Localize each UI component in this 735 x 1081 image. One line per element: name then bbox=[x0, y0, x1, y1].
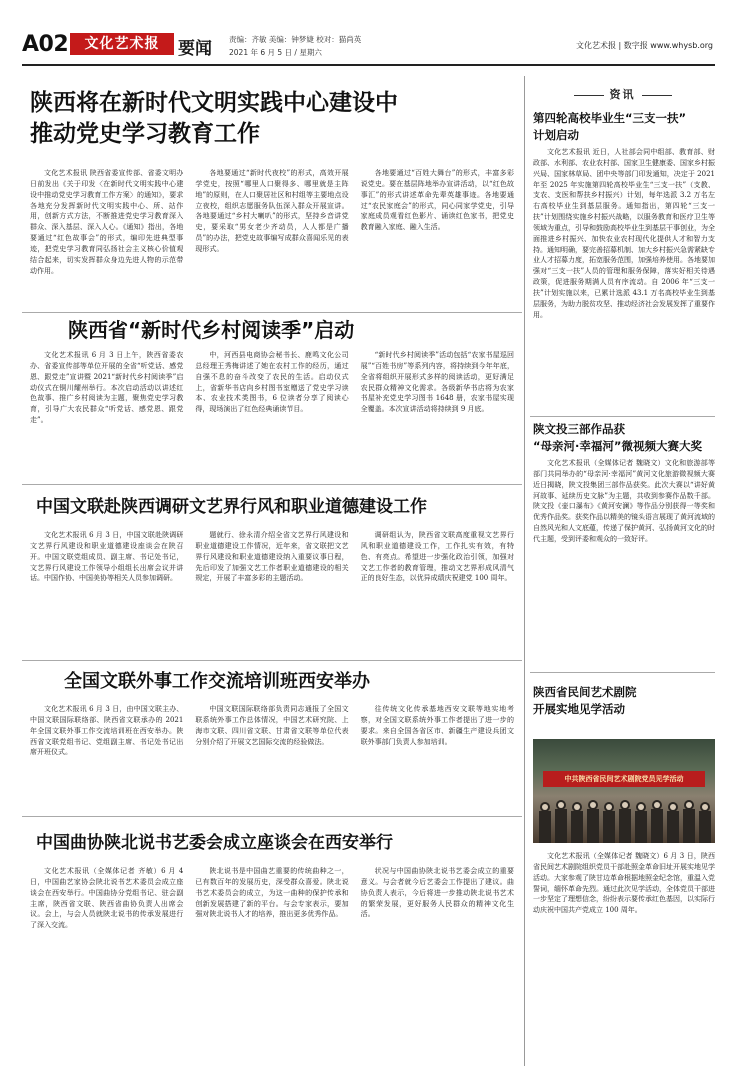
side3-title-line1: 陕西省民间艺术剧院 bbox=[533, 685, 637, 699]
article4-col3 bbox=[361, 704, 514, 808]
article1-title-line2: 推动党史学习教育工作 bbox=[30, 121, 260, 148]
article4-text3: 往传统文化传承基地西安文联等地实地考察，对全国文联系统外事工作者提出了进一步的要求。来自全国各省区市、新疆生产建设兵团文联外事部门负责人参加培训。 bbox=[360, 705, 514, 746]
crowd-silhouettes bbox=[533, 793, 715, 843]
article1-text2: 各地要通过“新时代夜校”的形式，高效开展学党史，按照“哪里人口聚得多、哪里就是主阵地”的原则，在人口聚居社区和村组等主要地点设立夜校，组织志愿服务队伍深入群众开展宣讲。各地要通过“乡村大喇叭”的形式，坚持乡音讲党史，要采取“男女老少齐动员，人人都是广播员”的办法，把党史故事编写成群众喜闻乐见的表现形式。 bbox=[195, 169, 349, 253]
article4-col1 bbox=[30, 704, 183, 808]
side2-title-line1: 陕文投三部作品获 bbox=[533, 422, 625, 436]
article2-headline: 陕西省“新时代乡村阅读季”启动 bbox=[68, 318, 355, 342]
article5-headline: 中国曲协陕北说书艺委会成立座谈会在西安举行 bbox=[36, 833, 393, 853]
side-separator bbox=[530, 416, 715, 417]
side3-body bbox=[533, 851, 715, 1063]
article4-col2 bbox=[195, 704, 348, 808]
side2-headline bbox=[533, 421, 715, 454]
article3-col3 bbox=[361, 530, 514, 654]
article4-body bbox=[30, 704, 514, 808]
article2-col1 bbox=[30, 350, 183, 478]
article3-col1 bbox=[30, 530, 183, 654]
side2-body bbox=[533, 458, 715, 664]
section-name: 要闻 bbox=[178, 39, 212, 59]
article1-text3: 各地要通过“百姓大舞台”的形式，丰富多彩说党史。要在基层阵地举办宣讲活动，以“红色故事汇”的形式讲述革命先辈英雄事迹。各地要通过“农民家庭会”的形式，同心同家学党史，引导家庭成员观看红色影片、诵读红色家书，把党史教育融入家庭、融入生活。 bbox=[360, 169, 514, 232]
editors-line: 责编：齐敏 美编：钟梦婕 校对：猫尚英 bbox=[229, 35, 362, 44]
site-url[interactable]: 文化艺术报 | 数字报 www.whysb.org bbox=[575, 41, 713, 50]
article1-col3 bbox=[361, 168, 514, 306]
article5-col1 bbox=[30, 866, 183, 1062]
article1-text1: 文化艺术报讯 陕西省委宣传部、省委文明办日前发出《关于印发〈在新时代文明实践中心建设中推动党史学习教育工作方案〉的通知》，要求各地充分发挥新时代文明实践中心、所、站作用，创新方式方法，不断推进党史学习教育深入群众、深入基层、深入人心。《通知》指出，各地要通过“红色故事会”的形式，编印先进典型事迹，把党史学习教育同弘扬社会主义核心价值观结合起来，切实发挥群众身边先进人物的示范带动作用。 bbox=[30, 169, 184, 275]
page-number: A02 bbox=[22, 32, 69, 57]
article2-col3 bbox=[361, 350, 514, 478]
side2-text: 文化艺术报讯（全媒体记者 魏晓文）文化和旅游部等部门共同举办的“母亲河·幸福河”黄河文化旅游微视频大赛近日揭晓，陕文投集团三部作品获奖。此次大赛以“讲好黄河故事、延续历史文脉”为主题，共收到参赛作品数千部。陕文投《壶口瀑布》《黄河安澜》等作品分别获得一等奖和优秀作品奖。获奖作品以精美的镜头语言展现了黄河流域的自然风光和人文底蕴，传递了保护黄河、弘扬黄河文化的时代主题，受到评委和观众的一致好评。 bbox=[533, 459, 715, 543]
article2-text3: “新时代乡村阅读季”活动包括“农家书屋巡回展”“百姓书房”等系列内容，将持续到今年年底，全省将组织开展形式多样的阅读活动，更好满足农民群众精神文化需求。各级新华书店将为农家书屋补充党史学习图书 1648 册，农家书屋实现全覆盖。本次宣讲活动将持续到 9 月底。 bbox=[360, 351, 514, 414]
separator bbox=[22, 484, 522, 485]
side1-title-line1: 第四轮高校毕业生“三支一扶” bbox=[533, 111, 687, 125]
article5-text3: 状况与中国曲协陕北说书艺委会成立的重要意义。与会者就今后艺委会工作提出了建议。曲协负责人表示，今后将进一步推动陕北说书艺术的繁荣发展，更好服务人民群众的精神文化生活。 bbox=[360, 867, 514, 919]
article5-text1: 文化艺术报讯（全媒体记者 齐敏）6 月 4 日，中国曲艺家协会陕北说书艺术委员会成立座谈会在西安举行。中国曲协分党组书记、驻会副主席，陕西省文联、陕西省曲协负责人出席会议。会上，与会人员就陕北说书的传承发展进行了深入交流。 bbox=[30, 867, 184, 930]
article3-body bbox=[30, 530, 514, 654]
article5-col2 bbox=[195, 866, 348, 1062]
article3-headline: 中国文联赴陕西调研文艺界行风和职业道德建设工作 bbox=[36, 497, 427, 517]
side3-title-line2: 开展实地见学活动 bbox=[533, 701, 625, 716]
separator bbox=[22, 660, 522, 661]
article2-col2 bbox=[195, 350, 348, 478]
side1-title-line2: 计划启动 bbox=[533, 127, 579, 142]
article1-body bbox=[30, 168, 514, 306]
article2-body bbox=[30, 350, 514, 478]
article3-text3: 调研组认为，陕西省文联高度重视文艺界行风和职业道德建设工作，工作扎实有效，有特色、有亮点。希望进一步强化政治引领，加强对文艺工作者的教育管理，推动文艺界形成风清气正的良好生态，以优异成绩庆祝建党 100 周年。 bbox=[360, 531, 514, 583]
side2-title-line2: “母亲河·幸福河”微视频大赛大奖 bbox=[533, 438, 702, 453]
article4-text2: 中国文联国际联络部负责同志通报了全国文联系统外事工作总体情况，中国艺术研究院、上海市文联、四川省文联、甘肃省文联等单位代表分别介绍了开展文艺国际交流的经验做法。 bbox=[195, 705, 349, 746]
article2-text1: 文化艺术报讯 6 月 3 日上午，陕西省委农办、省委宣传部等单位开展的全省“听党话、感党恩、跟党走”宣讲暨 2021“新时代乡村阅读季”启动仪式在铜川耀州举行。本次启动活动以讲述红色故事、推广乡村阅读为主题，聚焦党史学习教育，引导广大农民群众“听党话、感党恩、跟党走”。 bbox=[30, 351, 184, 425]
column-divider bbox=[524, 76, 525, 1066]
article1-headline bbox=[30, 88, 510, 150]
side1-text: 文化艺术报讯 近日，人社部会同中组部、教育部、财政部、水利部、农业农村部、国家卫生健康委、国家乡村振兴局、国家林草局、团中央等部门印发通知，决定于 2021 年至 2025 年实施第四轮高校毕业生“三支一扶”（支教、支农、支医和帮扶乡村振兴）计划，每年选派 3.2 万名左右高校毕业生到基层服务。通知指出，第四轮“三支一扶”计划围绕实施乡村振兴战略，以服务教育和医疗卫生等领域为重点，引导和鼓励高校毕业生到基层干事创业，为全面推进乡村振兴、加快农业农村现代化提供人才和智力支持。通知明确，要完善招募机制、加大乡村振兴急需紧缺专业人才招募力度，拓宽服务范围，加强培养使用。各地要加强对“三支一扶”人员的管理和服务保障，落实好相关待遇政策，促进服务期满人员有序流动。自 2006 年“三支一扶”计划实施以来，已累计选派 43.1 万名高校毕业生到基层服务，为助力脱贫攻坚、推动经济社会发展发挥了重要作用。 bbox=[533, 148, 715, 319]
article5-text2: 陕北说书是中国曲艺重要的传统曲种之一，已有数百年的发展历史，深受群众喜爱。陕北说书艺术委员会的成立，为这一曲种的保护传承和创新发展搭建了新的平台。与会专家表示，要加强对陕北说书人才的培养，推出更多优秀作品。 bbox=[195, 867, 349, 919]
publish-date: 2021 年 6 月 5 日 / 星期六 bbox=[229, 48, 322, 57]
header-rule bbox=[22, 64, 715, 66]
separator bbox=[22, 816, 522, 817]
news-kicker: 资讯 bbox=[530, 86, 715, 102]
article1-title-line1: 陕西将在新时代文明实践中心建设中 bbox=[30, 90, 398, 116]
article3-text2: 题就行、徐永清介绍全省文艺界行风建设和职业道德建设工作情况，近年来，省文联把文艺界行风建设和职业道德建设纳入重要议事日程，先后印发了加强文艺工作者职业道德建设的相关规定，开展了丰富多彩的主题活动。 bbox=[195, 531, 349, 583]
article5-col3 bbox=[361, 866, 514, 1062]
article1-col1 bbox=[30, 168, 183, 306]
group-photo bbox=[533, 739, 715, 843]
side1-body bbox=[533, 147, 715, 409]
side-separator bbox=[530, 672, 715, 673]
side3-text: 文化艺术报讯（全媒体记者 魏晓文）6 月 3 日，陕西省民间艺术剧院组织党员干部赴照金革命旧址开展实地见学活动。大家参观了陕甘边革命根据地照金纪念馆，重温入党誓词，缅怀革命先烈。通过此次见学活动，全体党员干部进一步坚定了理想信念，纷纷表示要传承红色基因，以实际行动庆祝中国共产党成立 100 周年。 bbox=[533, 852, 715, 915]
article5-body bbox=[30, 866, 514, 1062]
article4-text1: 文化艺术报讯 6 月 3 日，由中国文联主办、中国文联国际联络部、陕西省文联承办的 2021 年全国文联外事工作交流培训班在西安举办。陕西省文联党组书记、党组副主席、书记处书记出席开班仪式。 bbox=[30, 705, 184, 757]
side1-headline bbox=[533, 110, 715, 143]
article2-text2: 中，河西县电商协会秘书长、鹿鸣文化公司总经理王秀梅讲述了她在农村工作的经历，通过自强不息的奋斗改变了农民的生活。启动仪式上，省新华书店向乡村图书室赠送了党史学习读本、农业技术类图书，6 位读者分享了阅读心得，现场演出了红色经典诵读节目。 bbox=[195, 351, 349, 414]
article3-text1: 文化艺术报讯 6 月 3 日，中国文联赴陕调研文艺界行风建设和职业道德建设座谈会在陕召开。中国文联党组成员、副主席、书记处书记，文艺界行风建设工作领导小组组长出席会议并讲话。中国作协、中国美协等相关人员参加调研。 bbox=[30, 531, 184, 583]
newspaper-logo: 文化艺术报 bbox=[70, 33, 174, 55]
masthead bbox=[0, 0, 735, 72]
photo-banner: 中共陕西省民间艺术剧院党员见学活动 bbox=[543, 771, 705, 787]
article3-col2 bbox=[195, 530, 348, 654]
article4-headline: 全国文联外事工作交流培训班西安举办 bbox=[64, 671, 370, 692]
article1-col2 bbox=[195, 168, 348, 306]
separator bbox=[22, 312, 522, 313]
side3-headline bbox=[533, 684, 715, 717]
